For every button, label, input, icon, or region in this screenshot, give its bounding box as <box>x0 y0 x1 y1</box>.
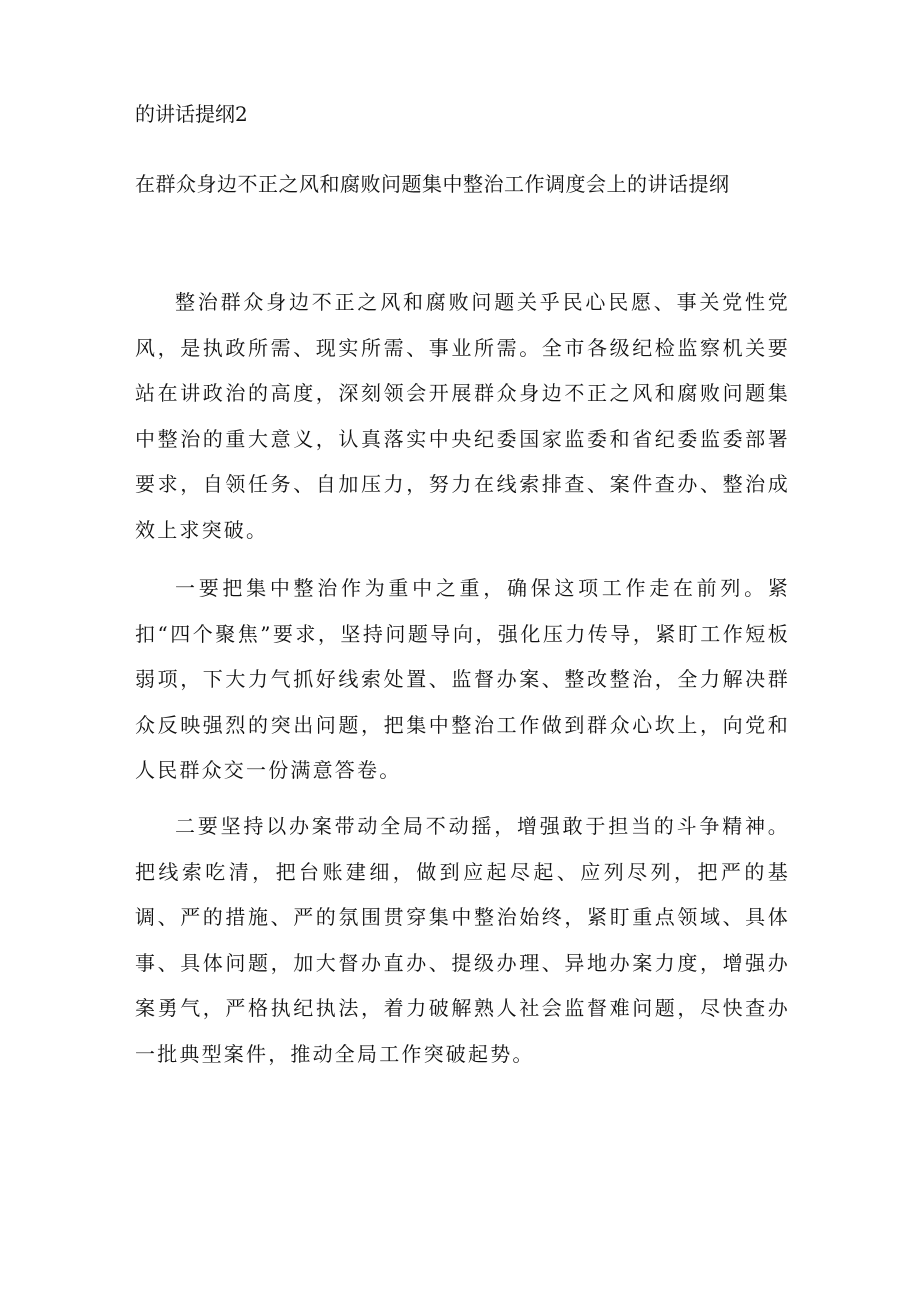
paragraph-intro: 整治群众身边不正之风和腐败问题关乎民心民愿、事关党性党风，是执政所需、现实所需、事业所需。全市各级纪检监察机关要站在讲政治的高度，深刻领会开展群众身边不正之风和腐败问题集中整治的重大意义，认真落实中央纪委国家监委和省纪委监委部署要求，自领任务、自加压力，努力在线索排查、案件查办、整治成效上求突破。 <box>135 290 790 542</box>
paragraph-point-one: 一要把集中整治作为重中之重，确保这项工作走在前列。紧扣“四个聚焦”要求，坚持问题导向，强化压力传导，紧盯工作短板弱项，下大力气抓好线索处置、监督办案、整改整治，全力解决群众反映强烈的突出问题，把集中整治工作做到群众心坎上，向党和人民群众交一份满意答卷。 <box>135 576 790 782</box>
paragraph-point-two: 二要坚持以办案带动全局不动摇，增强敢于担当的斗争精神。把线索吃清，把台账建细，做到应起尽起、应列尽列，把严的基调、严的措施、严的氛围贯穿集中整治始终，紧盯重点领域、具体事、具体问题，加大督办直办、提级办理、异地办案力度，增强办案勇气，严格执纪执法，着力破解熟人社会监督难问题，尽快查办一批典型案件，推动全局工作突破起势。 <box>135 814 790 1066</box>
document-title: 在群众身边不正之风和腐败问题集中整治工作调度会上的讲话提纲 <box>135 172 730 196</box>
fragment-title: 的讲话提纲2 <box>135 102 248 126</box>
